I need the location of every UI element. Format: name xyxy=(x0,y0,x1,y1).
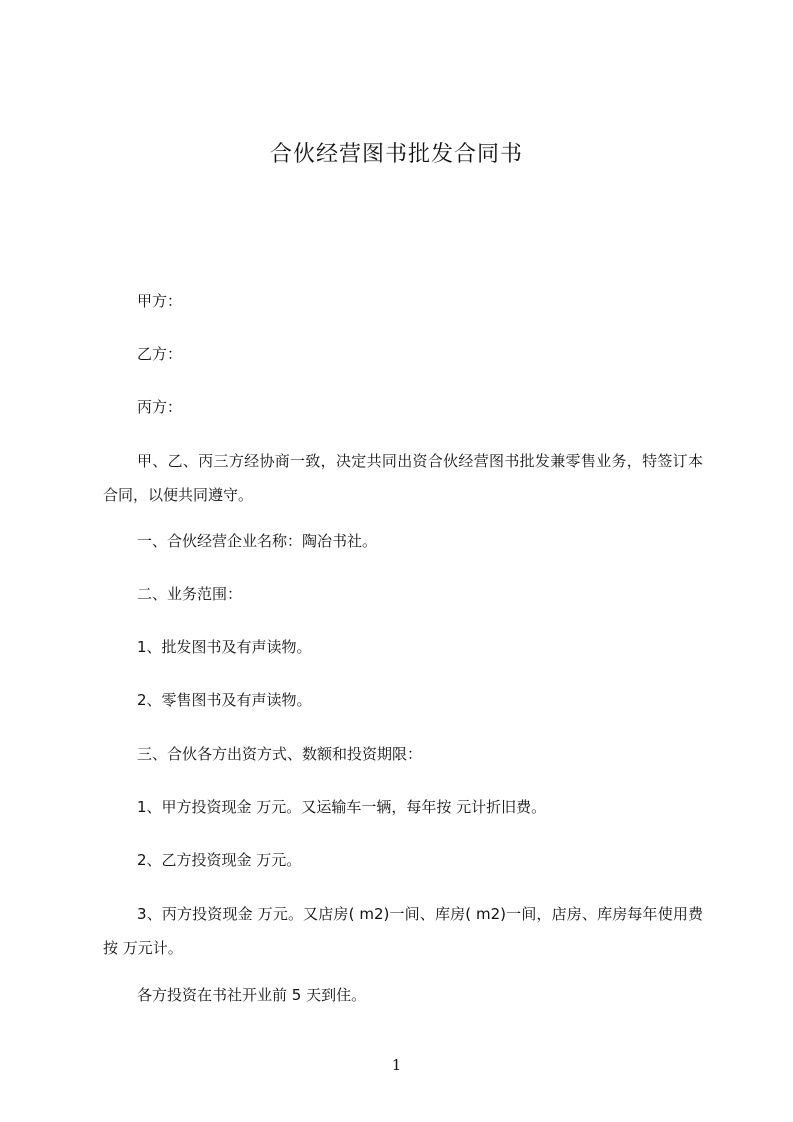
party-b-line: 乙方： xyxy=(137,345,183,363)
scope-item-wholesale: 1、批发图书及有声读物。 xyxy=(137,638,312,656)
section-business-scope: 二、业务范围： xyxy=(137,585,243,603)
section-investment: 三、合伙各方出资方式、数额和投资期限： xyxy=(137,745,423,763)
section-company-name: 一、合伙经营企业名称：陶冶书社。 xyxy=(137,532,378,550)
party-a-line: 甲方： xyxy=(137,292,183,310)
page-number: 1 xyxy=(391,1056,402,1074)
investment-item-c: 3、丙方投资现金 万元。又店房( m2)一间、库房( m2)一间，店房、库房每年使用费按 万元计。 xyxy=(103,905,703,957)
intro-paragraph: 甲、乙、丙三方经协商一致，决定共同出资合伙经营图书批发兼零售业务，特签订本合同，以便共同遵守。 xyxy=(103,452,703,504)
investment-item-b: 2、乙方投资现金 万元。 xyxy=(137,851,302,869)
scope-item-retail: 2、零售图书及有声读物。 xyxy=(137,691,312,709)
investment-item-a: 1、甲方投资现金 万元。又运输车一辆，每年按 元计折旧费。 xyxy=(137,798,547,816)
investment-deadline-note: 各方投资在书社开业前 5 天到住。 xyxy=(137,986,367,1004)
document-title: 合伙经营图书批发合同书 xyxy=(269,142,523,167)
party-c-line: 丙方： xyxy=(137,398,183,416)
